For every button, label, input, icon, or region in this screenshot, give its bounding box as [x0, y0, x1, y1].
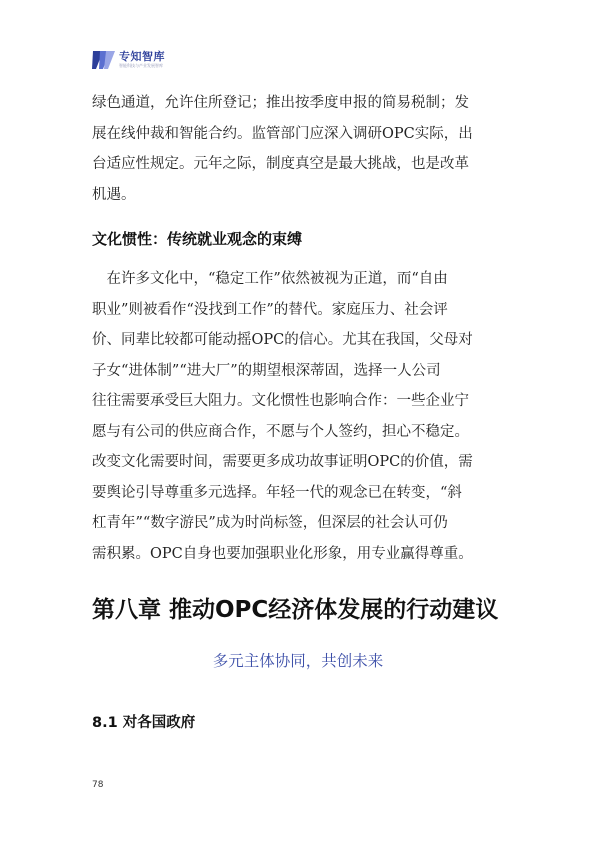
zhuanzhi-logo-icon — [92, 49, 116, 71]
logo-tagline: 智能科技与产业发展智库 — [119, 63, 163, 68]
subsection-heading: 8.1 对各国政府 — [92, 715, 196, 731]
page-number: 78 — [92, 780, 104, 790]
text-line: 职业”则被看作“没找到工作”的替代。家庭压力、社会评 — [92, 301, 448, 318]
logo-name: 专知智库 — [119, 50, 165, 63]
text-line: 绿色通道，允许住所登记；推出按季度申报的简易税制；发 — [92, 95, 469, 111]
header-logo — [92, 47, 165, 73]
text-line: 杠青年”“数字游民”成为时尚标签，但深层的社会认可仍 — [92, 515, 448, 531]
text-line: 在许多文化中，“稳定工作”依然被视为正道，而“自由 — [92, 271, 448, 287]
chapter-title: 第八章 推动OPC经济体发展的行动建议 — [92, 597, 499, 623]
paragraph-continued — [92, 88, 504, 210]
section-heading: 文化惯性：传统就业观念的束缚 — [92, 230, 303, 248]
text-line: 台适应性规定。元年之际，制度真空是最大挑战，也是改革 — [92, 156, 469, 172]
text-line: 子女“进体制”“进大厂”的期望根深蒂固，选择一人公司 — [92, 362, 441, 379]
text-line: 要舆论引导尊重多元选择。年轻一代的观念已在转变，“斜 — [92, 484, 462, 501]
text-line: 需积累。OPC自身也要加强职业化形象，用专业赢得尊重。 — [92, 545, 473, 562]
text-line: 机遇。 — [92, 186, 136, 203]
text-line: 往往需要承受巨大阻力。文化惯性也影响合作：一些企业宁 — [92, 393, 469, 409]
text-line: 改变文化需要时间，需要更多成功故事证明OPC的价值，需 — [92, 454, 473, 470]
text-line: 愿与有公司的供应商合作，不愿与个人签约，担心不稳定。 — [92, 423, 469, 440]
text-line: 价、同辈比较都可能动摇OPC的信心。尤其在我国，父母对 — [92, 332, 473, 348]
paragraph-culture — [92, 264, 504, 569]
chapter-subtitle: 多元主体协同，共创未来 — [212, 652, 384, 670]
text-line: 展在线仲裁和智能合约。监管部门应深入调研OPC实际，出 — [92, 125, 473, 142]
